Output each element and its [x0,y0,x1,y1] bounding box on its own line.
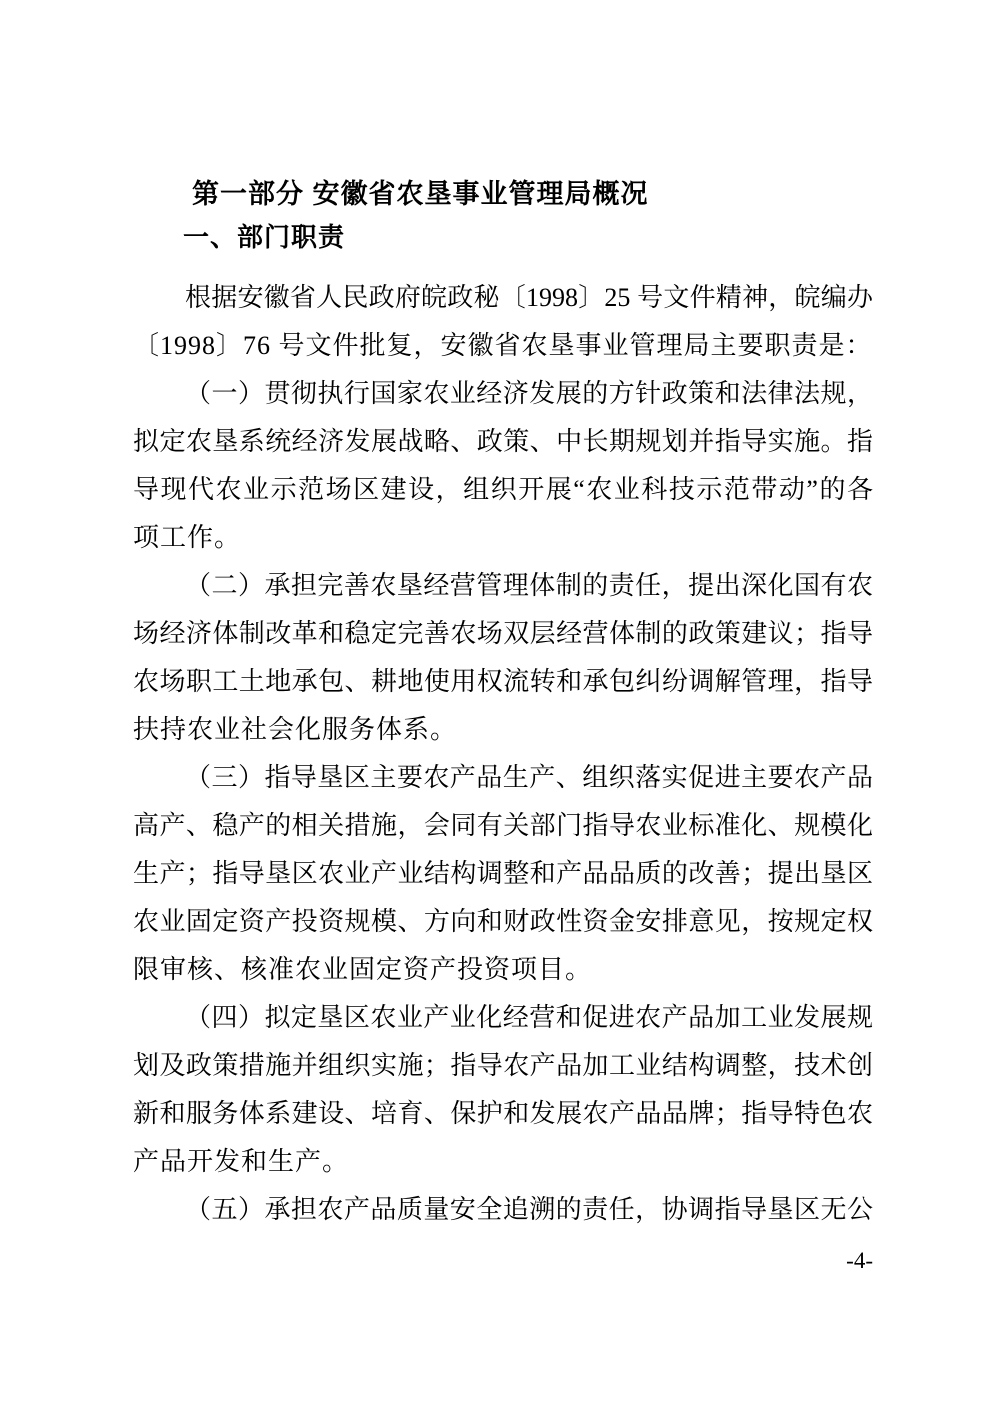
paragraph-line: 项工作。 [133,523,242,553]
paragraph-line: 扶持农业社会化服务体系。 [133,715,458,745]
document-content [133,180,873,1234]
paragraph-line: 农场职工土地承包、耕地使用权流转和承包纠纷调解管理，指导 [133,667,873,697]
paragraph-line: 拟定农垦系统经济发展战略、政策、中长期规划并指导实施。指 [133,427,873,457]
paragraph-line: （三）指导垦区主要农产品生产、组织落实促进主要农产品 [185,763,873,793]
paragraph [133,1186,873,1234]
paragraph [133,274,873,370]
paragraph [133,562,873,754]
document-body [133,274,873,1234]
paragraph-line: 〔1998〕76 号文件批复，安徽省农垦事业管理局主要职责是： [133,331,873,361]
paragraph-line: 农业固定资产投资规模、方向和财政性资金安排意见，按规定权 [133,907,873,937]
paragraph-line: （五）承担农产品质量安全追溯的责任，协调指导垦区无公 [185,1195,873,1225]
paragraph-line: （一）贯彻执行国家农业经济发展的方针政策和法律法规， [185,379,873,409]
paragraph-line: 场经济体制改革和稳定完善农场双层经营体制的政策建议；指导 [133,619,873,649]
paragraph-line: （四）拟定垦区农业产业化经营和促进农产品加工业发展规 [185,1003,873,1033]
paragraph-line: 产品开发和生产。 [133,1147,350,1177]
document-title: 第一部分 安徽省农垦事业管理局概况 [192,179,649,209]
paragraph-line: 新和服务体系建设、培育、保护和发展农产品品牌；指导特色农 [133,1099,873,1129]
page-number: -4- [846,1248,873,1273]
paragraph-line: 高产、稳产的相关措施，会同有关部门指导农业标准化、规模化 [133,811,873,841]
paragraph-line: 划及政策措施并组织实施；指导农产品加工业结构调整，技术创 [133,1051,873,1081]
paragraph-line: 根据安徽省人民政府皖政秘〔1998〕25 号文件精神，皖编办 [185,283,873,313]
paragraph-line: 导现代农业示范场区建设，组织开展“农业科技示范带动”的各 [133,475,873,505]
paragraph [133,754,873,994]
paragraph-line: （二）承担完善农垦经营管理体制的责任，提出深化国有农 [185,571,873,601]
paragraph-line: 限审核、核准农业固定资产投资项目。 [133,955,593,985]
paragraph [133,370,873,562]
paragraph [133,994,873,1186]
section-heading: 一、部门职责 [183,222,346,253]
paragraph-line: 生产；指导垦区农业产业结构调整和产品品质的改善；提出垦区 [133,859,873,889]
